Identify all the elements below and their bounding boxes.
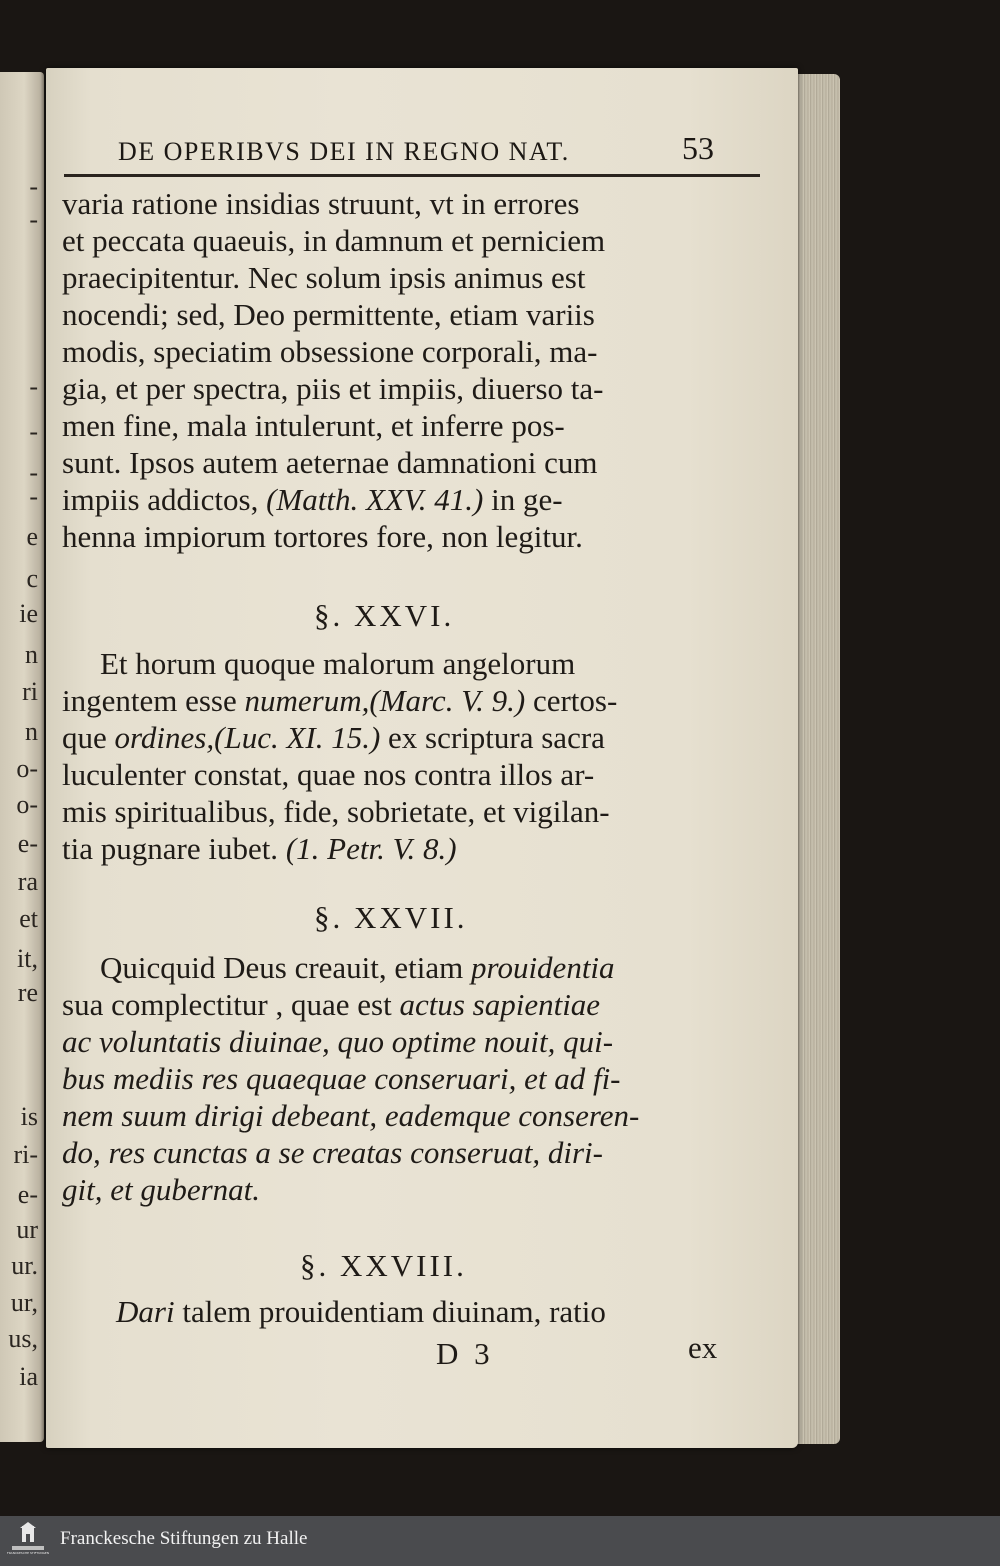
text-span: Quicquid Deus creauit, etiam — [100, 950, 472, 985]
left-margin-fragment: n — [25, 640, 38, 669]
bible-reference: (Matth. XXV. 41.) — [266, 482, 484, 517]
text-line: mis spiritualibus, fide, sobrietate, et vigilan- — [62, 794, 610, 829]
right-page — [46, 68, 798, 1448]
left-margin-fragment: ur, — [10, 1288, 38, 1317]
text-line: sunt. Ipsos autem aeternae damnationi cum — [62, 445, 598, 480]
text-span: sua complectitur , quae est — [62, 987, 400, 1022]
text-line: men fine, mala intulerunt, et inferre pos- — [62, 408, 565, 443]
italic-text-line: nem suum dirigi debeant, eademque conseren- — [62, 1098, 640, 1133]
text-line: luculenter constat, quae nos contra illos ar- — [62, 757, 595, 792]
text-line — [62, 831, 457, 867]
left-page-edge — [0, 72, 44, 1442]
text-line: nocendi; sed, Deo permittente, etiam variis — [62, 297, 595, 332]
text-span: ingentem esse — [62, 683, 245, 718]
text-span: que — [62, 720, 115, 755]
left-margin-fragment: - — [29, 482, 38, 511]
text-line: gia, et per spectra, piis et impiis, diuerso ta- — [62, 371, 604, 406]
text-line: praecipitentur. Nec solum ipsis animus est — [62, 260, 586, 295]
left-margin-fragment: ie — [19, 599, 38, 628]
emphasis: actus sapientiae — [399, 987, 601, 1022]
text-line — [116, 1294, 606, 1330]
italic-text-line: do, res cunctas a se creatas conseruat, diri- — [62, 1135, 603, 1170]
page-number: 53 — [682, 130, 714, 166]
left-margin-fragment: - — [29, 205, 38, 234]
left-margin-fragment: is — [20, 1102, 38, 1131]
emphasis: numerum, — [244, 683, 370, 718]
left-margin-fragment: e- — [17, 1180, 38, 1209]
left-margin-fragment: ia — [19, 1362, 38, 1391]
left-margin-fragment: n — [25, 717, 38, 746]
emphasis: ordines, — [114, 720, 215, 755]
left-margin-fragment: - — [29, 172, 38, 201]
text-span: ex scriptura sacra — [380, 720, 605, 755]
text-line — [62, 683, 617, 719]
text-line: et peccata quaeuis, in damnum et perniciem — [62, 223, 606, 258]
text-line: varia ratione insidias struunt, vt in errores — [62, 186, 580, 221]
left-margin-fragment: - — [29, 458, 38, 487]
left-margin-fragment: ri- — [13, 1140, 38, 1169]
left-margin-fragment: e- — [17, 829, 38, 858]
italic-text-line: git, et gubernat. — [62, 1172, 261, 1207]
bible-reference: (Luc. XI. 15.) — [214, 720, 381, 755]
left-margin-fragment: c — [26, 564, 38, 593]
text-line: modis, speciatim obsessione corporali, ma- — [62, 334, 598, 369]
bible-reference: (1. Petr. V. 8.) — [285, 831, 457, 866]
left-margin-fragment: o- — [16, 790, 38, 819]
header-rule — [64, 174, 760, 177]
emphasis: Dari — [116, 1294, 175, 1329]
text-line — [62, 987, 600, 1023]
catchword: ex — [688, 1330, 718, 1365]
left-margin-fragment: et — [19, 904, 38, 933]
section-heading: §. XXVI. — [314, 598, 455, 633]
text-line — [62, 482, 563, 518]
italic-text-line: ac voluntatis diuinae, quo optime nouit, qui- — [62, 1024, 614, 1059]
text-line: henna impiorum tortores fore, non legitur. — [62, 519, 583, 554]
left-margin-fragment: ur — [16, 1215, 38, 1244]
signature-mark: D 3 — [436, 1336, 494, 1371]
section-heading: §. XXVII. — [314, 900, 468, 935]
text-line — [62, 720, 605, 756]
text-span: in ge- — [483, 482, 563, 517]
left-margin-fragment: re — [17, 978, 38, 1007]
left-margin-fragment: e — [26, 522, 38, 551]
footer-credit: Franckesche Stiftungen zu Halle — [60, 1528, 308, 1549]
italic-text-line: bus mediis res quaequae conseruari, et ad fi- — [62, 1061, 621, 1096]
left-margin-fragment: - — [29, 417, 38, 446]
text-line — [100, 950, 615, 986]
text-span: certos- — [525, 683, 618, 718]
text-span: tia pugnare iubet. — [62, 831, 286, 866]
text-span: impiis addictos, — [62, 482, 267, 517]
section-heading: §. XXVIII. — [300, 1248, 467, 1283]
left-margin-fragment: us, — [8, 1324, 38, 1353]
emphasis: prouidentia — [471, 950, 615, 985]
left-margin-fragment: ra — [17, 867, 38, 896]
left-margin-fragment: - — [29, 372, 38, 401]
bible-reference: (Marc. V. 9.) — [369, 683, 526, 718]
running-head: DE OPERIBVS DEI IN REGNO NAT. — [118, 137, 570, 166]
svg-text:FRANCKESCHE STIFTUNGEN: FRANCKESCHE STIFTUNGEN — [6, 1551, 50, 1555]
left-margin-fragment: it, — [17, 944, 38, 973]
text-span: talem prouidentiam diuinam, ratio — [174, 1294, 606, 1329]
footer-bar — [0, 1516, 1000, 1566]
franckesche-logo-icon — [6, 1522, 50, 1560]
left-margin-fragment: ri — [22, 677, 38, 706]
left-margin-fragment: o- — [16, 754, 38, 783]
text-line: Et horum quoque malorum angelorum — [100, 646, 576, 681]
left-margin-fragment: ur. — [11, 1251, 38, 1280]
